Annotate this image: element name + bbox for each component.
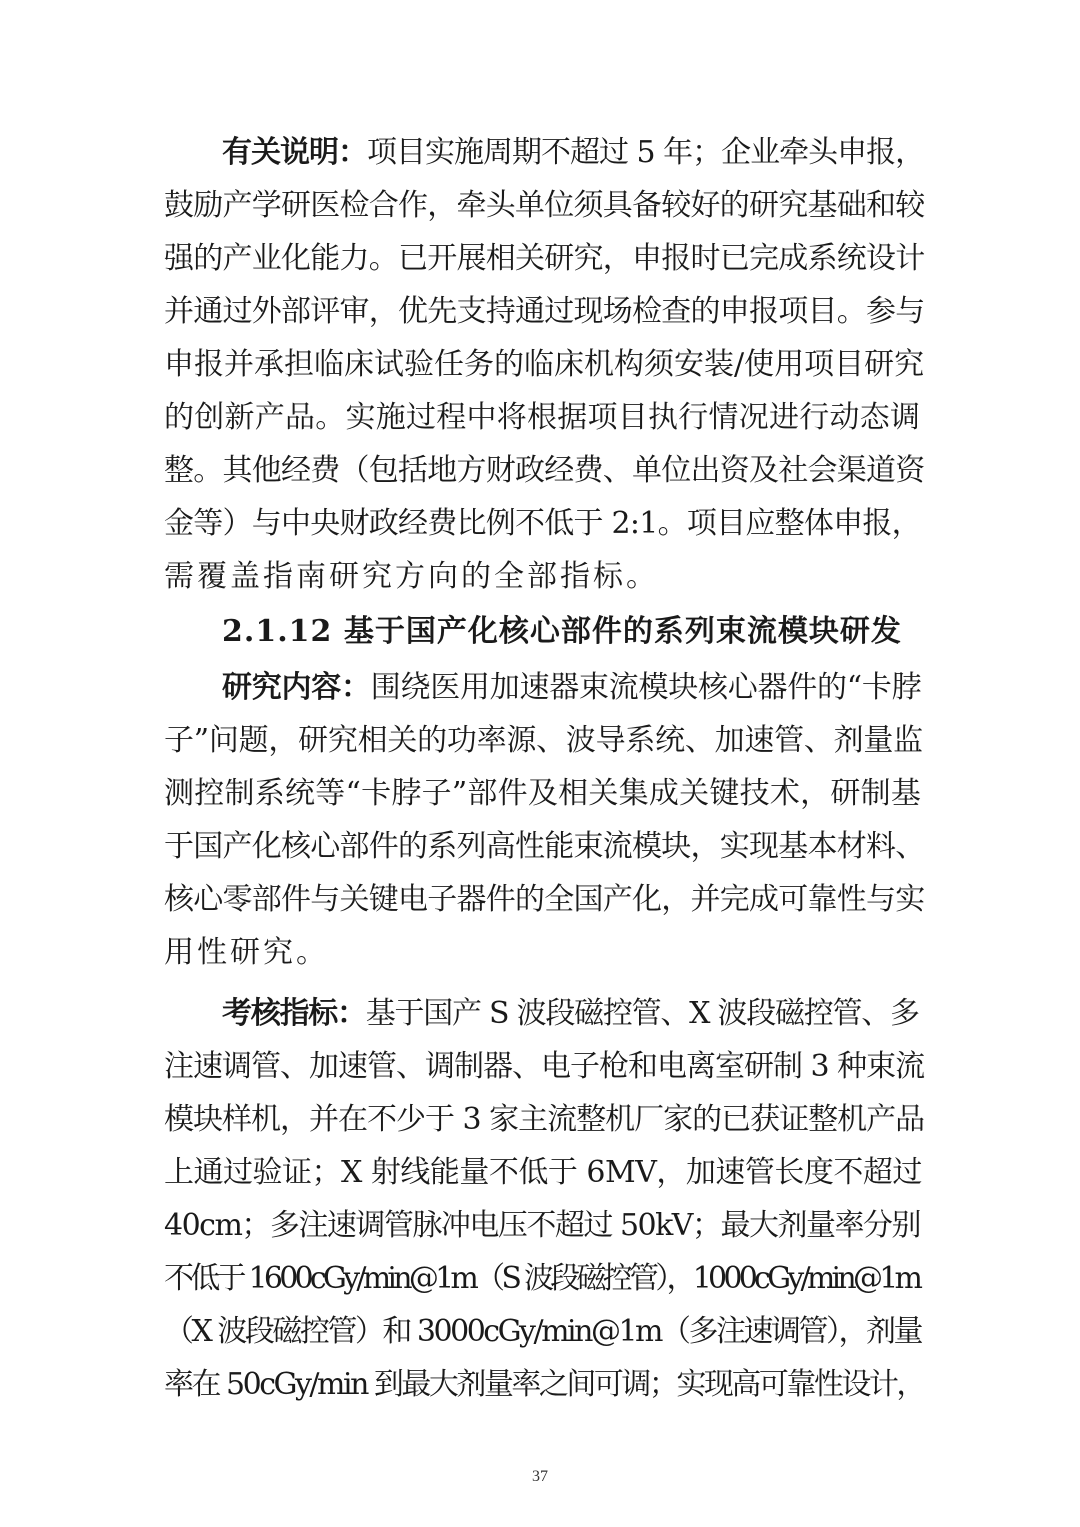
paragraph-line: 不低于 1600cGy/min@1m（S 波段磁控管），1000cGy/min@1m [164, 1261, 920, 1296]
paragraph-line: 的创新产品。实施过程中将根据项目执行情况进行动态调 [164, 400, 921, 435]
paragraph-line: 金等）与中央财政经费比例不低于 2:1。项目应整体申报， [164, 506, 921, 541]
paragraph-line: 于国产化核心部件的系列高性能束流模块，实现基本材料、 [164, 829, 925, 864]
document-body [164, 126, 924, 1411]
notes-text: 项目实施周期不超过 5 年；企业牵头申报， [367, 135, 925, 170]
paragraph-line: 并通过外部评审，优先支持通过现场检查的申报项目。参与 [164, 294, 925, 329]
paragraph-line: 强的产业化能力。已开展相关研究，申报时已完成系统设计 [164, 241, 925, 276]
paragraph-line: 注速调管、加速管、调制器、电子枪和电离室研制 3 种束流 [164, 1049, 925, 1084]
paragraph-line: 40cm；多注速调管脉冲电压不超过 50kV；最大剂量率分别 [164, 1208, 920, 1243]
paragraph-line [164, 987, 924, 1040]
paragraph-line: （X 波段磁控管）和 3000cGy/min@1m（多注速调管），剂量 [164, 1314, 921, 1349]
paragraph-line: 核心零部件与关键电子器件的全国产化，并完成可靠性与实 [164, 882, 925, 917]
paragraph-line: 上通过验证；X 射线能量不低于 6MV，加速管长度不超过 [164, 1155, 922, 1190]
paragraph-line: 模块样机，并在不少于 3 家主流整机厂家的已获证整机产品 [164, 1102, 925, 1137]
paragraph-line: 鼓励产学研医检合作，牵头单位须具备较好的研究基础和较 [164, 188, 925, 223]
research-content-label: 研究内容： [222, 670, 371, 705]
paragraph-gap [164, 979, 924, 987]
section-heading: 2.1.12 基于国产化核心部件的系列束流模块研发 [222, 614, 902, 649]
paragraph-line: 整。其他经费（包括地方财政经费、单位出资及社会渠道资 [164, 453, 925, 488]
paragraph-line: 率在 50cGy/min 到最大剂量率之间可调；实现高可靠性设计， [164, 1367, 924, 1402]
research-content-text: 围绕医用加速器束流模块核心器件的“卡脖 [370, 670, 922, 705]
paragraph-line [164, 126, 924, 179]
page-number: 37 [532, 1468, 548, 1485]
paragraph-line: 用性研究。 [164, 935, 329, 970]
paragraph-line [164, 661, 924, 714]
paragraph-line: 需覆盖指南研究方向的全部指标。 [164, 559, 659, 594]
assessment-text: 基于国产 S 波段磁控管、X 波段磁控管、多 [365, 996, 919, 1031]
paragraph-line: 申报并承担临床试验任务的临床机构须安装/使用项目研究 [164, 347, 925, 382]
paragraph-line: 测控制系统等“卡脖子”部件及相关集成关键技术，研制基 [164, 776, 922, 811]
assessment-label: 考核指标： [222, 996, 366, 1031]
paragraph-line: 子”问题，研究相关的功率源、波导系统、加速管、剂量监 [164, 723, 923, 758]
notes-label: 有关说明： [222, 135, 367, 170]
